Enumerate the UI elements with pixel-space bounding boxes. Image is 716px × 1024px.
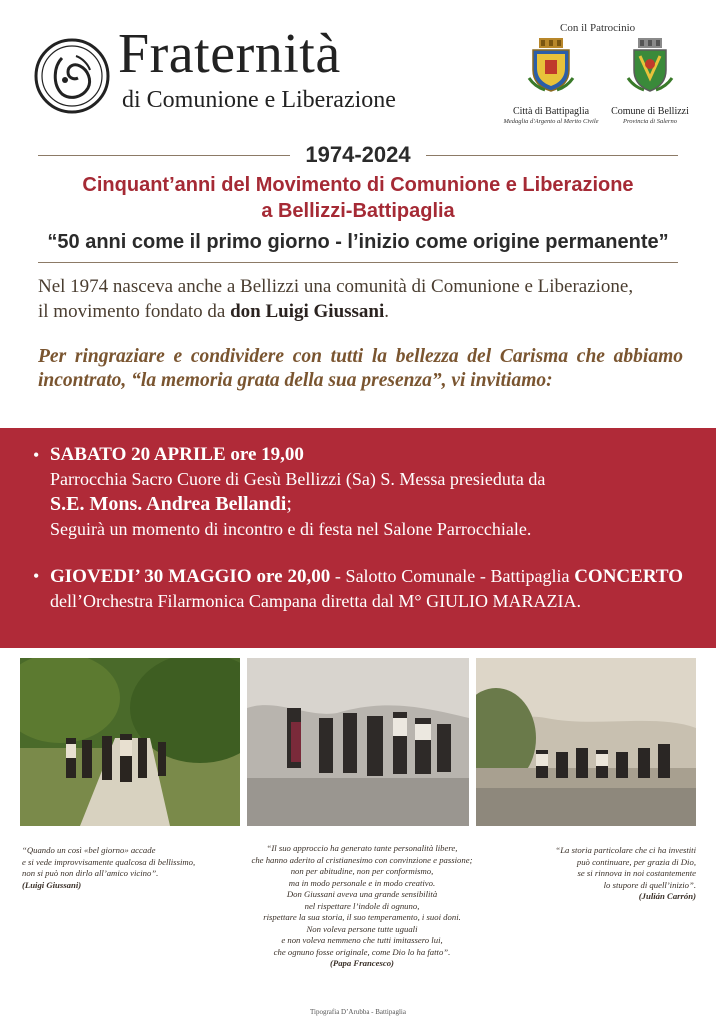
quote-author: (Julián Carrón) — [638, 891, 696, 901]
battipaglia-crest-icon — [527, 38, 575, 92]
intro-paragraph — [38, 274, 683, 324]
quote-author: (Luigi Giussani) — [22, 879, 82, 890]
org-title: Fraternità — [118, 23, 341, 85]
quote-line: nel rispettare l’indole di ognuno, — [304, 900, 420, 911]
bellizzi-crest-icon — [626, 38, 674, 92]
quote-line: rispettare la sua storia, il suo temperamento, i suoi doni. — [263, 912, 461, 922]
event2-place: - Salotto Comunale - Battipaglia — [330, 566, 570, 586]
quote-line: che hanno aderito al cristianesimo con convinzione e passione; — [251, 854, 473, 865]
headline-line1: Cinquant’anni del Movimento di Comunione e Liberazione — [82, 174, 634, 196]
event1-semicolon: ; — [286, 493, 292, 515]
motto-quote: “50 anni come il primo giorno - l’inizio come origine permanente” — [47, 231, 669, 253]
invite-paragraph: Per ringraziare e condividere con tutti la bellezza del Carisma che abbiamo incontrato, “la memoria grata della sua presenza”, vi invitiamo: — [38, 346, 683, 391]
event1-bullet: • — [33, 445, 40, 465]
headline-line2: a Bellizzi-Battipaglia — [261, 200, 455, 222]
city2-name: Comune di Bellizzi — [611, 106, 689, 117]
event2-date: GIOVEDI’ 30 MAGGIO ore 20,00 — [50, 566, 331, 587]
quote-line: se si rinnova in noi costantemente — [577, 868, 696, 878]
fraternita-logo-emblem-icon — [32, 36, 112, 116]
anniversary-years: 1974-2024 — [305, 142, 411, 167]
quote-line: non si può non dirlo all’amico vicino”. — [22, 868, 159, 878]
event2-desc: dell’Orchestra Filarmonica Campana diretta dal M° GIULIO MARAZIA. — [50, 591, 582, 611]
quote-line: Non voleva persone tutte uguali — [306, 923, 418, 934]
event1 — [50, 443, 683, 541]
quote-line: Don Giussani aveva una grande sensibilità — [286, 889, 438, 899]
quote-line: non per abitudine, non per conformismo, — [290, 866, 434, 876]
quote-line: e non voleva nemmeno che tutti imitassero lui, — [281, 935, 443, 945]
quote-line: può continuare, per grazia di Dio, — [576, 856, 696, 867]
photo-group-wall — [476, 658, 696, 826]
printer-credit: Tipografia D’Arubba - Battipaglia — [310, 1008, 406, 1016]
photo-group-seated — [247, 658, 469, 826]
event2-bullet: • — [33, 566, 40, 586]
patrocinio-label: Con il Patrocinio — [560, 22, 636, 34]
intro-text-a: Nel 1974 nasceva anche a Bellizzi una comunità di Comunione e Liberazione, — [38, 276, 634, 297]
quote-francesco — [232, 843, 492, 970]
event2-concert: CONCERTO — [574, 566, 683, 587]
intro-text-c: . — [384, 301, 390, 322]
quote-line: “La storia particolare che ci ha investiti — [555, 845, 696, 855]
quote-line: lo stupore di quell’inizio”. — [603, 879, 696, 890]
quote-giussani — [22, 845, 252, 891]
divider-under-motto — [38, 262, 678, 263]
city1-subtitle: Medaglia d'Argento al Merito Civile — [503, 118, 599, 125]
quote-line: ma in modo personale e in modo creativo. — [288, 877, 436, 888]
quote-line: che ognuno fosse originale, come Dio lo ha fatto”. — [273, 946, 451, 957]
quote-author: (Papa Francesco) — [330, 958, 394, 968]
intro-founder: don Luigi Giussani — [230, 301, 385, 322]
quote-line: “Il suo approccio ha generato tante personalità libere, — [266, 843, 458, 853]
city2-subtitle: Provincia di Salerno — [623, 118, 677, 125]
quote-line: e si vede improvvisamente qualcosa di bellissimo, — [22, 856, 196, 867]
city1-name: Città di Battipaglia — [512, 106, 590, 117]
event1-follow: Seguirà un momento di incontro e di festa nel Salone Parrocchiale. — [50, 519, 532, 539]
event1-place: Parrocchia Sacro Cuore di Gesù Bellizzi (Sa) S. Messa presieduta da — [50, 469, 546, 489]
intro-text-b: il movimento fondato da — [38, 301, 231, 322]
quote-line: “Quando un così «bel giorno» accade — [22, 845, 156, 855]
photo-hike-group — [20, 658, 240, 826]
event1-celebrant: S.E. Mons. Andrea Bellandi — [50, 493, 287, 515]
event1-date: SABATO 20 APRILE ore 19,00 — [50, 444, 304, 465]
event2 — [50, 564, 683, 613]
quote-carron — [470, 845, 696, 903]
org-subtitle: di Comunione e Liberazione — [122, 87, 396, 113]
